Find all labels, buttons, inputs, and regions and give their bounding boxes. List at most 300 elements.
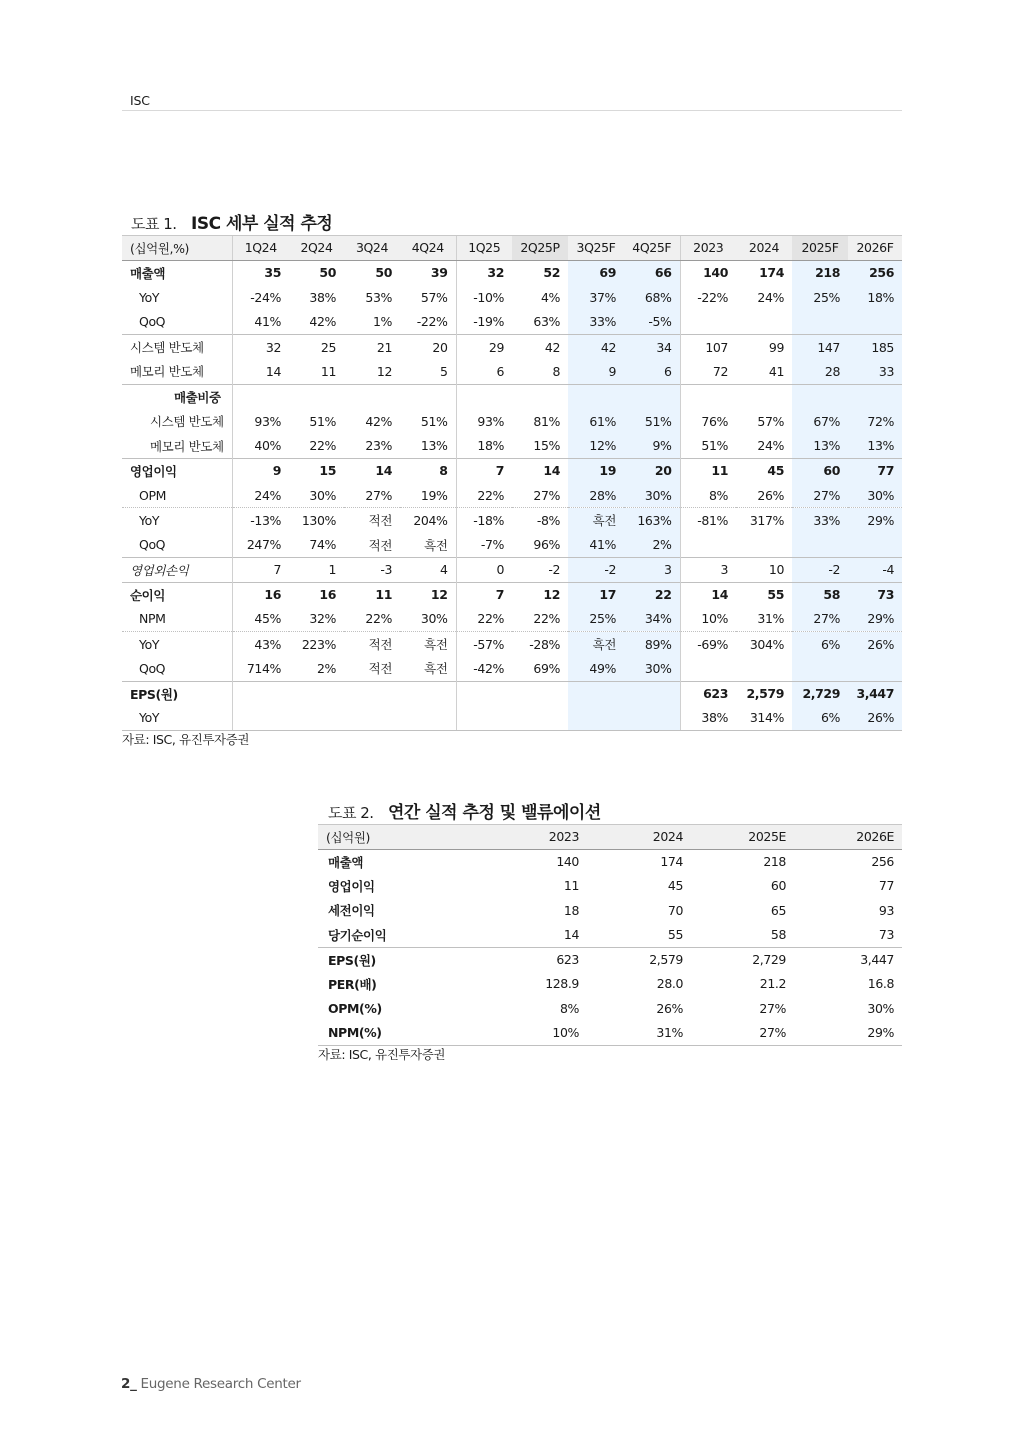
table-cell: 8 [400, 458, 456, 483]
row-label: OPM(%) [328, 1000, 382, 1016]
table-cell: 7 [232, 557, 289, 582]
table-cell [456, 384, 512, 409]
row-label: 매출액 [130, 265, 166, 281]
table-cell [568, 681, 624, 706]
column-header: 2023 [482, 825, 587, 850]
table-cell: -3 [344, 557, 400, 582]
table-cell: 40% [232, 434, 289, 459]
table1-number: 도표 1. [131, 215, 177, 233]
table-cell [624, 384, 680, 409]
table-row [122, 632, 902, 657]
table-cell: 19% [420, 487, 448, 503]
page-number: 2_ [121, 1376, 137, 1392]
column-header: 2026E [794, 825, 902, 850]
table-cell: 81% [533, 413, 560, 429]
table-cell: 623 [482, 947, 587, 972]
row-label: QoQ [139, 314, 166, 330]
table-cell: 304% [736, 632, 792, 657]
table-cell: 9% [624, 434, 680, 459]
table-cell: 2,579 [587, 947, 691, 972]
table1-source: 자료: ISC, 유진투자증권 [122, 732, 250, 747]
table-cell [680, 310, 736, 335]
table-cell: 15 [289, 458, 344, 483]
table-cell [736, 384, 792, 409]
table-row [122, 483, 902, 508]
table-cell: -81% [680, 508, 736, 533]
table-cell: 29% [794, 1021, 902, 1046]
table-cell: 25 [289, 335, 344, 360]
table-row [122, 706, 902, 731]
table-row [318, 849, 902, 874]
table-row [122, 285, 902, 310]
table-row [318, 898, 902, 923]
table-cell [512, 706, 568, 731]
table-cell [512, 681, 568, 706]
table-cell: 2,579 [736, 681, 792, 706]
page-footer [121, 1376, 301, 1392]
table-cell: 22% [456, 483, 512, 508]
table2-title [328, 798, 601, 823]
table-cell: 3,447 [794, 947, 902, 972]
table-cell: -24% [232, 285, 289, 310]
table-row [318, 972, 902, 997]
row-label: YoY [122, 706, 232, 731]
row-label: PER(배) [328, 976, 377, 992]
table-cell: 218 [792, 260, 848, 285]
table-cell: 18% [848, 285, 902, 310]
table-cell: 9 [232, 458, 289, 483]
table-cell [792, 310, 848, 335]
table-cell: 13% [848, 434, 902, 459]
table-cell: 74% [309, 537, 336, 553]
table-cell: 35 [232, 260, 289, 285]
table-cell: 32 [456, 260, 512, 285]
table-cell: 31% [587, 1021, 691, 1046]
table-cell: 28 [792, 359, 848, 384]
table-cell: 58 [770, 927, 786, 942]
table-row [318, 874, 902, 899]
table-cell: 99 [736, 335, 792, 360]
column-header: 3Q24 [344, 236, 400, 261]
column-header: 2024 [736, 236, 792, 261]
table-row [122, 260, 902, 285]
table-cell: 14 [344, 458, 400, 483]
annual-valuation-table [318, 824, 902, 1046]
table-cell: 42% [365, 413, 392, 429]
table-cell [232, 681, 289, 706]
table-cell: 8% [680, 483, 736, 508]
table-cell: 30% [420, 611, 448, 627]
table-cell [344, 384, 400, 409]
table-cell: 60 [770, 878, 786, 894]
table-cell: 174 [759, 265, 784, 281]
row-label: 영업이익 [328, 878, 375, 894]
row-label: 당기순이익 [328, 927, 387, 943]
table-cell: 6% [792, 632, 848, 657]
table-cell: 623 [680, 681, 736, 706]
row-label: 메모리 반도체 [130, 364, 204, 380]
table-cell: 14 [680, 582, 736, 607]
quarterly-earnings-table [122, 235, 902, 731]
table-cell: -4 [848, 557, 902, 582]
table-cell: 30% [309, 487, 336, 503]
table-cell [680, 384, 736, 409]
table-cell: 42 [512, 335, 568, 360]
table-cell: 65 [770, 902, 786, 918]
table-cell: -28% [512, 632, 568, 657]
table-cell [848, 310, 902, 335]
table-cell: 60 [792, 458, 848, 483]
table-cell: 29% [848, 508, 902, 533]
table-cell: 27% [691, 1021, 794, 1046]
table-cell: 11 [344, 582, 400, 607]
table-cell: 256 [871, 854, 894, 869]
table-cell: 41% [232, 310, 289, 335]
table-cell: 204% [400, 508, 456, 533]
column-header: 2025F [792, 236, 848, 261]
table2-source: 자료: ISC, 유진투자증권 [318, 1047, 446, 1062]
column-header: 3Q25F [568, 236, 624, 261]
table-cell: 5 [439, 363, 448, 379]
publisher-name: Eugene Research Center [140, 1376, 301, 1392]
row-label: OPM [139, 487, 166, 503]
table-cell: 20 [400, 335, 456, 360]
table-cell: 12% [568, 434, 624, 459]
table-cell [680, 656, 736, 681]
table-cell: 9 [568, 359, 624, 384]
table-cell [624, 706, 680, 731]
table-cell: 31% [757, 611, 784, 627]
table-cell: 55 [667, 927, 683, 942]
table-cell: 43% [232, 632, 289, 657]
table-row [122, 458, 902, 483]
table-cell: 41% [568, 533, 624, 558]
table-cell: 4% [540, 289, 560, 305]
table-cell: 4 [400, 557, 456, 582]
table-cell [232, 706, 289, 731]
table-cell [848, 384, 902, 409]
table-cell: 93% [232, 409, 289, 434]
table-cell: 22% [365, 611, 392, 627]
table-cell: 22 [624, 582, 680, 607]
table-cell: 26% [848, 632, 902, 657]
table-cell: 24% [232, 483, 289, 508]
table-cell [624, 681, 680, 706]
row-label: 영업이익 [122, 458, 232, 483]
table-cell: 77 [848, 458, 902, 483]
table-cell: -10% [456, 285, 512, 310]
table-cell: 27% [759, 1000, 786, 1016]
row-label: NPM [139, 611, 166, 627]
table-cell: 30% [848, 483, 902, 508]
table-cell: 30% [624, 656, 680, 681]
table-row [122, 681, 902, 706]
table-cell: 128.9 [545, 976, 579, 992]
table-cell: 23% [365, 438, 392, 454]
table-cell: -19% [456, 310, 512, 335]
table-cell [289, 706, 344, 731]
table-cell: 63% [533, 314, 560, 330]
table-cell: 317% [736, 508, 792, 533]
table-row [122, 557, 902, 582]
table-cell: 3 [680, 557, 736, 582]
table-cell: 58 [792, 582, 848, 607]
table-cell [400, 681, 456, 706]
table-cell: 140 [556, 854, 579, 869]
table-cell: 10% [680, 607, 736, 632]
table-cell: 67% [792, 409, 848, 434]
table-cell: 33% [568, 310, 624, 335]
table-cell: 247% [232, 533, 289, 558]
table-cell: 22% [456, 607, 512, 632]
table-cell: -13% [232, 508, 289, 533]
table-cell [792, 656, 848, 681]
table-cell: 27% [365, 487, 392, 503]
table-row [122, 607, 902, 632]
table-row [122, 409, 902, 434]
row-label: EPS(원) [122, 681, 232, 706]
table-cell: 21 [344, 335, 400, 360]
column-header: 4Q24 [400, 236, 456, 261]
table-cell: 2% [316, 660, 336, 676]
table-row [318, 923, 902, 948]
page-header [122, 92, 902, 111]
row-label: 영업외손익 [122, 557, 232, 582]
row-label: 세전이익 [328, 903, 375, 919]
row-label: QoQ [139, 660, 166, 676]
table-row [318, 1021, 902, 1046]
table-cell: 16.8 [867, 976, 894, 992]
table-cell: 28.0 [656, 976, 683, 992]
row-label: 매출비중 [122, 384, 232, 409]
table-row [122, 384, 902, 409]
table-cell: 174 [660, 854, 683, 869]
table-cell: 17 [568, 582, 624, 607]
table-cell: 68% [624, 285, 680, 310]
table-cell [289, 384, 344, 409]
table-cell: 52 [543, 265, 560, 281]
table-cell: 26% [757, 487, 784, 503]
table-cell: 93 [878, 902, 894, 918]
table-cell: 107 [680, 335, 736, 360]
table-cell [792, 533, 848, 558]
table-cell: 96% [533, 537, 560, 553]
column-header: 1Q25 [456, 236, 512, 261]
table-cell: 흑전 [424, 537, 448, 553]
table-header-row [122, 236, 902, 261]
table-cell: -18% [456, 508, 512, 533]
table-cell [568, 706, 624, 731]
table-cell: 27% [533, 487, 560, 503]
table-cell: 42% [309, 314, 336, 330]
table-cell: 33% [792, 508, 848, 533]
table-cell [736, 310, 792, 335]
table-cell: 37% [568, 285, 624, 310]
table-cell: 34% [624, 607, 680, 632]
table-cell [456, 681, 512, 706]
table-cell: 0 [456, 557, 512, 582]
table-cell: 1 [289, 557, 344, 582]
table-cell: 51% [624, 409, 680, 434]
table-cell: 13% [792, 434, 848, 459]
table-cell: 14 [232, 359, 289, 384]
row-label: YoY [122, 632, 232, 657]
table-cell: 38% [680, 706, 736, 731]
table-cell: 32 [232, 335, 289, 360]
table-cell: 10 [736, 557, 792, 582]
table-cell: 22% [309, 438, 336, 454]
table-cell: 45 [736, 458, 792, 483]
table-row [122, 508, 902, 533]
table-cell: 51% [420, 413, 448, 429]
table-cell: 22% [533, 611, 560, 627]
table-cell: 223% [289, 632, 344, 657]
table-cell: -69% [680, 632, 736, 657]
table-cell: -5% [624, 310, 680, 335]
table-cell: 6 [624, 359, 680, 384]
row-label: YoY [122, 508, 232, 533]
table-cell: 24% [757, 289, 784, 305]
table-cell: 7 [456, 458, 512, 483]
table-row [318, 996, 902, 1021]
table-cell: 3,447 [848, 681, 902, 706]
column-header: 4Q25F [624, 236, 680, 261]
table-cell: 2,729 [691, 947, 794, 972]
table-cell: 140 [680, 260, 736, 285]
table-cell: -2 [512, 557, 568, 582]
table-cell: 57% [420, 289, 448, 305]
row-label: NPM(%) [318, 1021, 482, 1046]
table1-name: ISC 세부 실적 추정 [191, 214, 333, 234]
row-label: 메모리 반도체 [150, 438, 224, 454]
table-cell: 14 [563, 927, 579, 942]
table-cell: 41 [768, 363, 784, 379]
table-cell: 73 [878, 927, 894, 942]
table-cell: 6 [456, 359, 512, 384]
column-header: 2026F [848, 236, 902, 261]
table-cell: 51% [309, 413, 336, 429]
table-cell: 8 [552, 363, 560, 379]
table-cell: 18 [563, 902, 579, 918]
table-cell: 16 [232, 582, 289, 607]
table-cell [680, 533, 736, 558]
row-label: 시스템 반도체 [150, 414, 224, 430]
table-cell: 12 [400, 582, 456, 607]
table2-number: 도표 2. [328, 804, 374, 822]
table-cell: 29 [456, 335, 512, 360]
table-cell: 30% [624, 483, 680, 508]
column-header: 2024 [587, 825, 691, 850]
table-cell: 185 [848, 335, 902, 360]
row-label: EPS(원) [318, 947, 482, 972]
table-cell: -7% [456, 533, 512, 558]
company-name: ISC [130, 93, 150, 108]
table-cell: 15% [533, 438, 560, 454]
table-cell: 26% [848, 706, 902, 731]
column-header: 2023 [680, 236, 736, 261]
table-cell: 50 [375, 265, 392, 281]
table-cell: 27% [792, 607, 848, 632]
table-cell: 69 [568, 260, 624, 285]
table-cell: 2,729 [792, 681, 848, 706]
table-cell [400, 384, 456, 409]
table-cell: 714% [232, 656, 289, 681]
table-cell: 93% [456, 409, 512, 434]
table-cell: 12 [376, 363, 392, 379]
table-cell: 13% [420, 438, 448, 454]
table-cell: 8% [559, 1000, 579, 1016]
table-cell: 34 [624, 335, 680, 360]
table-cell: 2% [624, 533, 680, 558]
table-row [122, 359, 902, 384]
table-row [122, 656, 902, 681]
table-cell: 218 [763, 854, 786, 869]
table-cell: -22% [416, 314, 448, 330]
table-cell: -57% [456, 632, 512, 657]
unit-label: (십억원) [318, 825, 482, 850]
row-label: 매출액 [328, 854, 364, 870]
column-header: 1Q24 [232, 236, 289, 261]
column-header: 2Q25P [512, 236, 568, 261]
table-cell: 28% [568, 483, 624, 508]
table-cell: 18% [456, 434, 512, 459]
table-cell: 적전 [368, 537, 392, 553]
table-cell: 61% [568, 409, 624, 434]
table-cell: 38% [309, 289, 336, 305]
table-cell: 163% [624, 508, 680, 533]
table-cell: 55 [736, 582, 792, 607]
table-cell: 11 [680, 458, 736, 483]
table-cell: 77 [878, 878, 894, 894]
column-header: 2025E [691, 825, 794, 850]
table1-title [131, 209, 332, 234]
table-row [122, 335, 902, 360]
table-cell: 39 [430, 265, 448, 281]
table-cell [736, 656, 792, 681]
table-cell: 적전 [344, 508, 400, 533]
table-cell: 256 [848, 260, 902, 285]
table-cell: 25% [568, 607, 624, 632]
row-label: 순이익 [122, 582, 232, 607]
table-cell [400, 706, 456, 731]
table-cell: -2 [568, 557, 624, 582]
table-cell: 32% [309, 611, 336, 627]
table-cell: 11 [320, 363, 336, 379]
table-cell [232, 384, 289, 409]
table-cell: 147 [792, 335, 848, 360]
table-cell: 49% [568, 656, 624, 681]
table-row [122, 310, 902, 335]
table-cell [792, 384, 848, 409]
table-cell: 76% [680, 409, 736, 434]
table-cell: 6% [792, 706, 848, 731]
column-header: 2Q24 [289, 236, 344, 261]
table-cell [848, 656, 902, 681]
table-cell: 1% [372, 314, 392, 330]
table-cell: 69% [533, 660, 560, 676]
table-cell: 10% [482, 1021, 587, 1046]
table-cell: 3 [624, 557, 680, 582]
table-row [318, 947, 902, 972]
table-cell: 130% [289, 508, 344, 533]
table-cell [848, 533, 902, 558]
table-cell [512, 384, 568, 409]
table-cell: 45% [232, 607, 289, 632]
table-cell: 29% [848, 607, 902, 632]
table-cell: 66 [624, 260, 680, 285]
table-cell: 42 [568, 335, 624, 360]
table-cell: 57% [757, 413, 784, 429]
